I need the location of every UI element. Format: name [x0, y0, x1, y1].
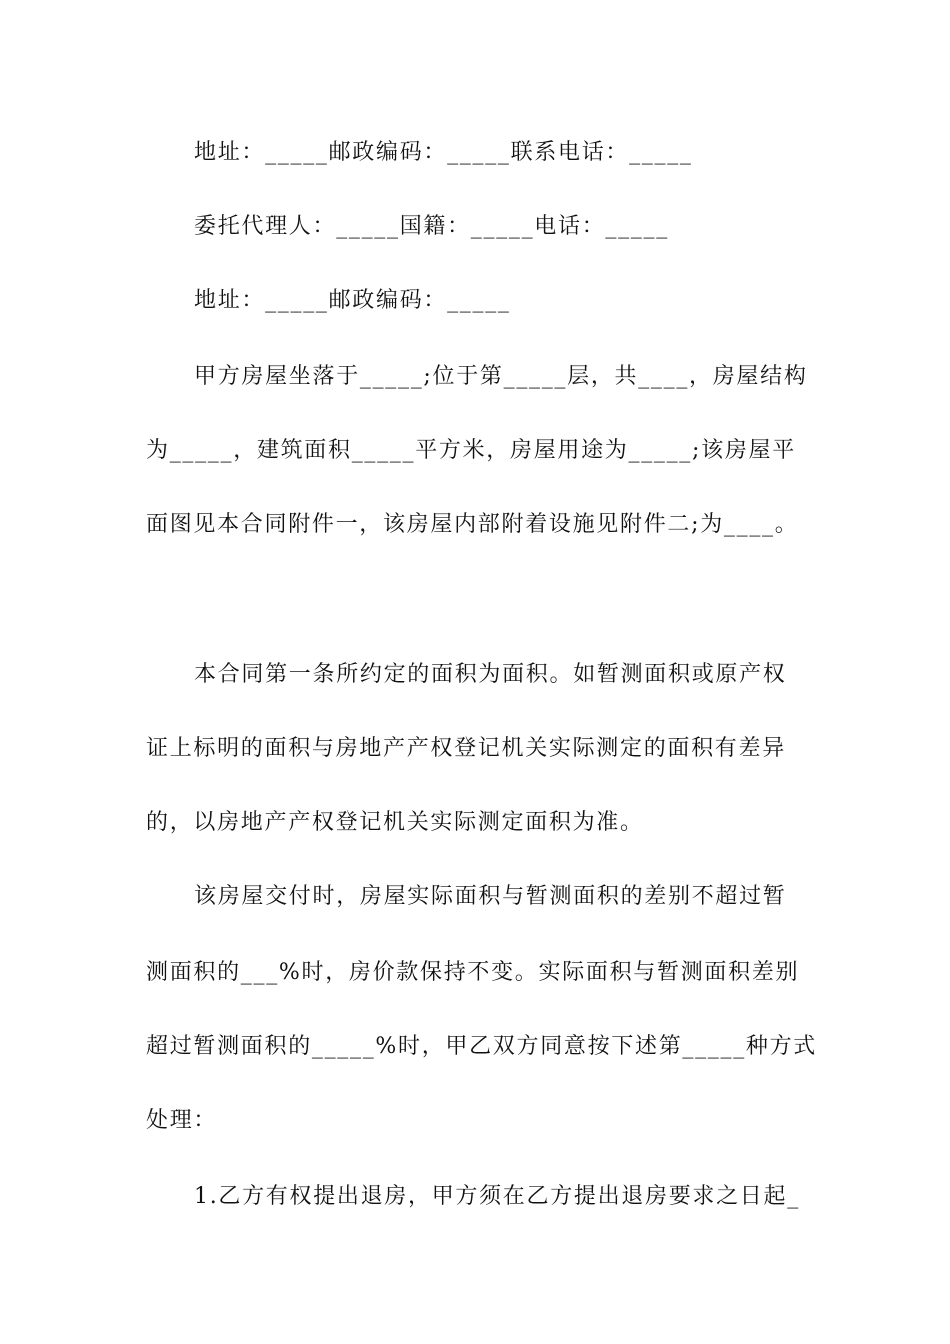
delivery-clause-line-3: 超过暂测面积的_____%时，甲乙双方同意按下述第_____种方式 [146, 1034, 818, 1059]
delivery-clause-line-1: 该房屋交付时，房屋实际面积与暂测面积的差别不超过暂 [194, 884, 787, 909]
area-clause-line-1: 本合同第一条所约定的面积为面积。如暂测面积或原产权 [194, 662, 787, 687]
area-clause-line-3: 的，以房地产产权登记机关实际测定面积为准。 [146, 810, 644, 835]
house-structure-line: 为_____，建筑面积_____平方米，房屋用途为_____;该房屋平 [146, 438, 796, 463]
agent-line: 委托代理人：_____国籍：_____电话：_____ [194, 214, 669, 239]
house-location-line: 甲方房屋坐落于_____;位于第_____层，共____，房屋结构 [194, 364, 808, 389]
delivery-clause-line-4: 处理： [146, 1108, 218, 1133]
agent-address-line: 地址：_____邮政编码：_____ [194, 288, 511, 313]
option-1-line: 1.乙方有权提出退房，甲方须在乙方提出退房要求之日起_ [194, 1184, 800, 1209]
house-attachment-line: 面图见本合同附件一，该房屋内部附着设施见附件二;为____。 [146, 512, 799, 537]
area-clause-line-2: 证上标明的面积与房地产产权登记机关实际测定的面积有差异 [146, 736, 786, 761]
party-a-address-line: 地址：_____邮政编码：_____联系电话：_____ [194, 140, 693, 165]
delivery-clause-line-2: 测面积的___%时，房价款保持不变。实际面积与暂测面积差别 [146, 960, 800, 985]
